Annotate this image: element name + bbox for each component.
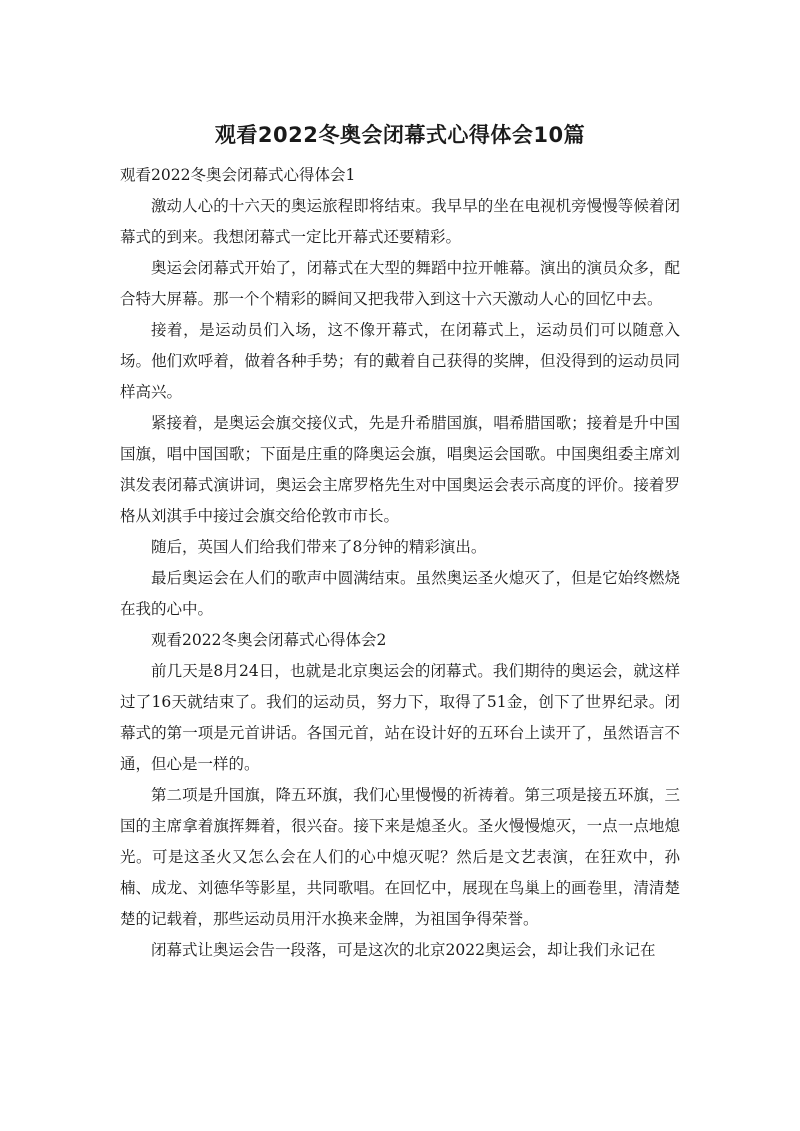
document-title: 观看2022冬奥会闭幕式心得体会10篇: [214, 123, 586, 147]
paragraph: 随后，英国人们给我们带来了8分钟的精彩演出。: [151, 538, 487, 556]
paragraph: 第二项是升国旗，降五环旗，我们心里慢慢的祈祷着。第三项是接五环旗，三国的主席拿着旗挥舞着，很兴奋。接下来是熄圣火。圣火慢慢熄灭，一点一点地熄光。可是这圣火又怎么会在人们的心中熄灭呢？然后是文艺表演，在狂欢中，孙楠、成龙、刘德华等影星，共同歌唱。在回忆中，展现在鸟巢上的画卷里，清清楚楚的记载着，那些运动员用汗水换来金牌，为祖国争得荣誉。: [120, 786, 680, 928]
paragraph: 前几天是8月24日，也就是北京奥运会的闭幕式。我们期待的奥运会，就这样过了16天就结束了。我们的运动员，努力下，取得了51金，创下了世界纪录。闭幕式的第一项是元首讲话。各国元首，站在设计好的五环台上读开了，虽然语言不通，但心是一样的。: [120, 662, 680, 773]
document-page: [120, 118, 680, 966]
paragraph: 紧接着，是奥运会旗交接仪式，先是升希腊国旗，唱希腊国歌；接着是升中国国旗，唱中国国歌；下面是庄重的降奥运会旗，唱奥运会国歌。中国奥组委主席刘淇发表闭幕式演讲词，奥运会主席罗格先生对中国奥运会表示高度的评价。接着罗格从刘淇手中接过会旗交给伦敦市市长。: [120, 414, 680, 525]
paragraph: 最后奥运会在人们的歌声中圆满结束。虽然奥运圣火熄灭了，但是它始终燃烧在我的心中。: [120, 569, 680, 618]
section-heading: 观看2022冬奥会闭幕式心得体会2: [151, 631, 387, 649]
section-2: [120, 625, 680, 966]
paragraph: 奥运会闭幕式开始了，闭幕式在大型的舞蹈中拉开帷幕。演出的演员众多，配合特大屏幕。那一个个精彩的瞬间又把我带入到这十六天激动人心的回忆中去。: [120, 259, 680, 308]
paragraph: 接着，是运动员们入场，这不像开幕式，在闭幕式上，运动员们可以随意入场。他们欢呼着，做着各种手势；有的戴着自己获得的奖牌，但没得到的运动员同样高兴。: [120, 321, 680, 401]
paragraph: 激动人心的十六天的奥运旅程即将结束。我早早的坐在电视机旁慢慢等候着闭幕式的到来。我想闭幕式一定比开幕式还要精彩。: [120, 197, 680, 246]
section-heading: 观看2022冬奥会闭幕式心得体会1: [120, 166, 356, 184]
paragraph: 闭幕式让奥运会告一段落，可是这次的北京2022奥运会，却让我们永记在: [151, 941, 656, 959]
section-1: [120, 160, 680, 625]
